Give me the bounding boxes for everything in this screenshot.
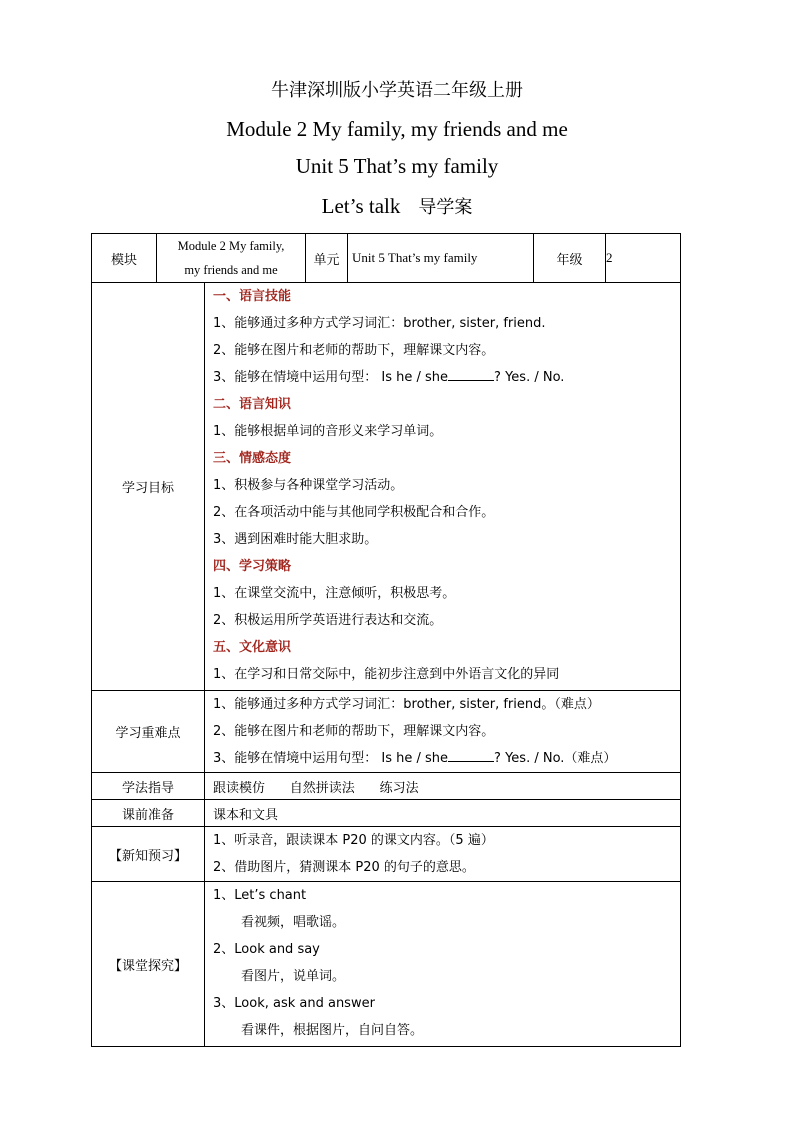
objective-item: 1、能够根据单词的音形义来学习单词。	[213, 424, 443, 439]
objective-item: 1、积极参与各种课堂学习活动。	[213, 478, 404, 493]
explore-item: 1、Let’s chant	[213, 888, 307, 903]
objective-item: 2、能够在图片和老师的帮助下，理解课文内容。	[213, 343, 495, 358]
objective-item-text: ? Yes. / No.	[494, 370, 565, 385]
explore-content	[205, 882, 681, 1047]
lesson-plan-table	[91, 233, 681, 1047]
section-heading: 一、语言技能	[213, 289, 292, 304]
explore-subitem: 看图片，说单词。	[241, 969, 346, 984]
fill-blank	[448, 368, 494, 381]
lesson-title-en: Let’s talk	[321, 194, 401, 218]
unit-label: 单元	[306, 234, 348, 283]
key-point-item	[205, 745, 680, 772]
key-point-text: ? Yes. / No.（难点）	[494, 751, 617, 766]
objectives-content	[205, 283, 681, 691]
objective-item-text: 3、能够在情境中运用句型： Is he / she	[213, 370, 449, 385]
objective-item: 1、在学习和日常交际中，能初步注意到中外语言文化的异同	[213, 667, 560, 682]
section-heading: 三、情感态度	[213, 451, 292, 466]
section-heading: 二、语言知识	[213, 397, 292, 412]
preview-item: 1、听录音，跟读课本 P20 的课文内容。（5 遍）	[213, 833, 494, 848]
objective-item: 1、在课堂交流中，注意倾听，积极思考。	[213, 586, 456, 601]
prep-label: 课前准备	[92, 800, 205, 827]
module-value-line2: my friends and me	[184, 263, 278, 277]
header-row	[92, 234, 681, 283]
preview-row	[92, 827, 681, 882]
module-value	[157, 234, 306, 283]
method-value: 跟读模仿 自然拼读法 练习法	[205, 773, 681, 800]
doc-title-cn: 牛津深圳版小学英语二年级上册	[271, 80, 523, 101]
key-points-label: 学习重难点	[92, 691, 205, 773]
module-value-line1: Module 2 My family,	[177, 239, 285, 253]
doc-title-unit: Unit 5 That’s my family	[295, 154, 499, 178]
preview-item: 2、借助图片，猜测课本 P20 的句子的意思。	[213, 860, 475, 875]
objectives-row	[92, 283, 681, 691]
method-row	[92, 773, 681, 800]
preview-content	[205, 827, 681, 882]
explore-label: 【课堂探究】	[92, 882, 205, 1047]
method-label: 学法指导	[92, 773, 205, 800]
key-points-content	[205, 691, 681, 773]
key-point-text: 3、能够在情境中运用句型： Is he / she	[213, 751, 449, 766]
objective-item: 2、在各项活动中能与其他同学积极配合和合作。	[213, 505, 495, 520]
unit-value: Unit 5 That’s my family	[348, 234, 534, 283]
key-point-item: 1、能够通过多种方式学习词汇：brother, sister, friend。（难点）	[213, 697, 600, 712]
prep-row	[92, 800, 681, 827]
doc-title-module: Module 2 My family, my friends and me	[226, 117, 568, 141]
section-heading: 五、文化意识	[213, 640, 292, 655]
objective-item: 3、遇到困难时能大胆求助。	[213, 532, 378, 547]
objectives-label: 学习目标	[92, 283, 205, 691]
objective-item	[205, 364, 680, 391]
explore-row	[92, 882, 681, 1047]
module-label: 模块	[92, 234, 157, 283]
explore-subitem: 看视频，唱歌谣。	[241, 915, 346, 930]
objective-item: 1、能够通过多种方式学习词汇：brother, sister, friend.	[213, 316, 546, 331]
doc-title-lesson	[0, 193, 794, 219]
prep-value: 课本和文具	[205, 800, 681, 827]
preview-label: 【新知预习】	[92, 827, 205, 882]
key-point-item: 2、能够在图片和老师的帮助下，理解课文内容。	[213, 724, 495, 739]
grade-value: 2	[606, 234, 681, 283]
explore-item: 3、Look, ask and answer	[213, 996, 375, 1011]
key-points-row	[92, 691, 681, 773]
explore-item: 2、Look and say	[213, 942, 320, 957]
objective-item: 2、积极运用所学英语进行表达和交流。	[213, 613, 443, 628]
explore-subitem: 看课件，根据图片，自问自答。	[241, 1023, 424, 1038]
fill-blank	[448, 749, 494, 762]
lesson-title-cn: 导学案	[418, 197, 473, 218]
grade-label: 年级	[534, 234, 606, 283]
section-heading: 四、学习策略	[213, 559, 292, 574]
